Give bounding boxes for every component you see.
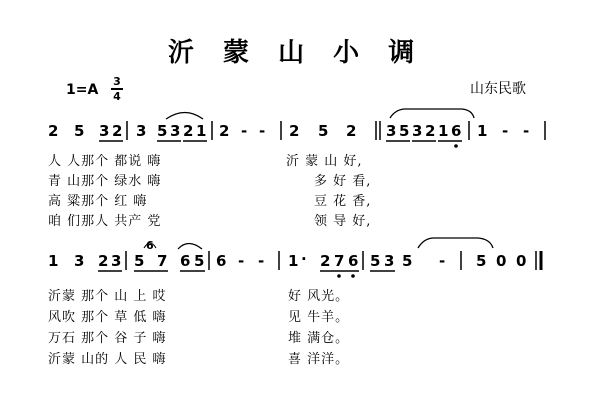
lyric-line: 见 牛羊。 — [288, 310, 350, 325]
note: 2 — [320, 252, 331, 270]
lyric-line: 人 人那个 都说 嗨 — [48, 154, 162, 169]
note: 1 — [48, 252, 59, 270]
note: 1 — [288, 252, 299, 270]
lyric-line: 好 风光。 — [288, 289, 350, 304]
note: 5 — [194, 252, 205, 270]
lyric-line: 喜 洋洋。 — [288, 352, 350, 367]
lyric-line: 沂 蒙 山 好, — [286, 154, 363, 169]
lyric-line: 沂蒙 山的 人 民 嗨 — [48, 352, 167, 367]
note: 1 — [477, 122, 488, 140]
time-numerator: 3 — [113, 75, 121, 88]
lyric-line: 沂蒙 那个 山 上 哎 — [48, 289, 167, 304]
note: - — [502, 122, 509, 140]
note: 6 — [451, 122, 462, 140]
notation-line-1 — [48, 109, 545, 148]
lyric-line: 万石 那个 谷 子 嗨 — [48, 331, 167, 346]
note: - — [241, 122, 248, 140]
note: 0 — [496, 252, 507, 270]
note: 3 — [384, 252, 395, 270]
note: 5 — [402, 252, 413, 270]
note: 3 — [99, 122, 110, 140]
note: 3 — [111, 252, 122, 270]
note: - — [238, 252, 245, 270]
note: 3 — [386, 122, 397, 140]
note: 0 — [516, 252, 527, 270]
note: 5 — [134, 252, 145, 270]
note: - — [523, 122, 530, 140]
note: - — [259, 122, 266, 140]
lyric-line: 高 粱那个 红 嗨 — [48, 194, 148, 209]
lyric-line: 领 导 好, — [314, 214, 372, 229]
note: 3 — [412, 122, 423, 140]
grace-note: 6 — [146, 239, 154, 252]
note: 3 — [74, 252, 85, 270]
slur-mark — [166, 113, 203, 120]
note: 5 — [370, 252, 381, 270]
song-source: 山东民歌 — [470, 81, 526, 97]
note: 5 — [476, 252, 487, 270]
note: 2 — [183, 122, 194, 140]
note: 6 — [348, 252, 359, 270]
tie-mark — [390, 109, 474, 118]
note: 6 — [180, 252, 191, 270]
song-title: 沂 蒙 山 小 调 — [168, 38, 425, 68]
lower-octave-dot — [337, 274, 341, 278]
lower-octave-dot — [351, 274, 355, 278]
note: 3 — [136, 122, 147, 140]
note: 2 — [219, 122, 230, 140]
note: 5 — [157, 122, 168, 140]
time-denominator: 4 — [113, 90, 121, 103]
lyric-line: 咱 们那人 共产 党 — [48, 214, 162, 229]
note: 5 — [74, 122, 85, 140]
lyric-line: 多 好 看, — [314, 174, 372, 189]
note: - — [439, 252, 446, 270]
note: 1 — [438, 122, 449, 140]
note: 7 — [157, 252, 168, 270]
note: 6 — [216, 252, 227, 270]
lyric-line: 青 山那个 绿水 嗨 — [48, 174, 162, 189]
note: - — [258, 252, 265, 270]
note: 5 — [318, 122, 329, 140]
tie-mark — [418, 238, 493, 248]
lyric-line: 堆 满仓。 — [288, 331, 350, 346]
note: 2 — [112, 122, 123, 140]
slur-mark — [178, 244, 202, 250]
note: 3 — [170, 122, 181, 140]
note: 5 — [399, 122, 410, 140]
key-signature: 1=A — [66, 82, 99, 98]
dot-mark: · — [301, 250, 307, 268]
note: 2 — [98, 252, 109, 270]
note: 1 — [196, 122, 207, 140]
lower-octave-dot — [454, 144, 458, 148]
note: 2 — [425, 122, 436, 140]
note: 7 — [334, 252, 345, 270]
note: 2 — [346, 122, 357, 140]
note: 2 — [48, 122, 59, 140]
note: 2 — [289, 122, 300, 140]
lyric-line: 风吹 那个 草 低 嗨 — [48, 310, 167, 325]
lyric-line: 豆 花 香, — [314, 194, 372, 209]
notation-line-2 — [48, 238, 541, 278]
